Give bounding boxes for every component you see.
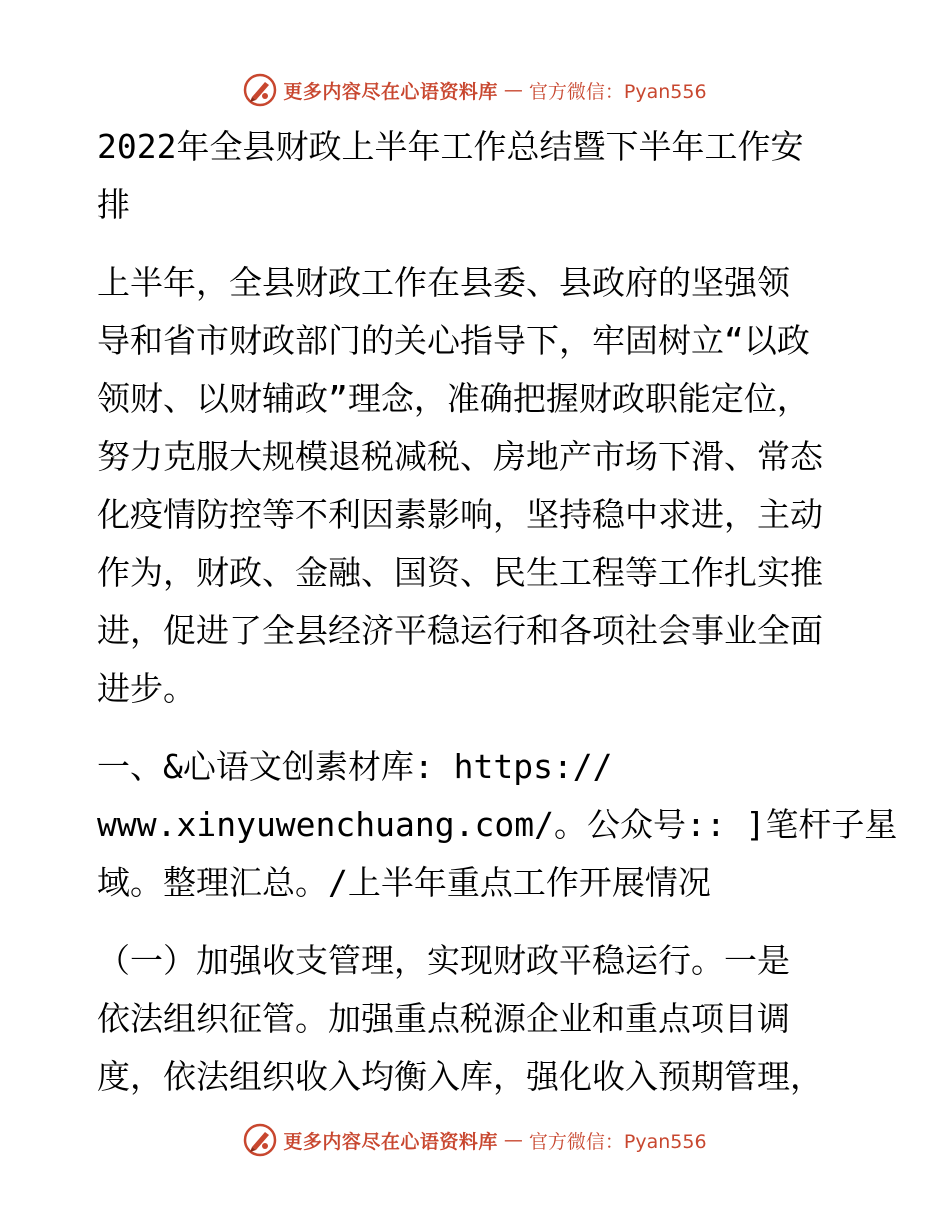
text-line: 上半年，全县财政工作在县委、县政府的坚强领 (97, 263, 790, 302)
document-body (97, 118, 898, 1106)
text-line: （一）加强收支管理，实现财政平稳运行。一是 (97, 941, 790, 980)
text-line: 努力克服大规模退税减税、房地产市场下滑、常态 (97, 437, 823, 476)
text-line: 进步。 (97, 669, 196, 708)
pen-nib-circle-icon (243, 1123, 277, 1157)
title-line: 排 (97, 185, 130, 224)
intro-paragraph (97, 254, 855, 718)
text-line: 导和省市财政部门的关心指导下，牢固树立“以政 (97, 321, 810, 360)
watermark-footer (0, 1120, 950, 1160)
text-line: 作为，财政、金融、国资、民生工程等工作扎实推 (97, 553, 823, 592)
text-line: 领财、以财辅政”理念，准确把握财政职能定位， (97, 379, 810, 418)
text-line: 依法组织征管。加强重点税源企业和重点项目调 (97, 999, 790, 1038)
pen-nib-circle-icon (243, 73, 277, 107)
watermark-text: 更多内容尽在心语资料库 (283, 80, 498, 103)
document-title (97, 118, 855, 234)
text-line: 一、&心语文创素材库: https:// (97, 747, 613, 786)
watermark-contact: 官方微信：Pyan556 (528, 1130, 707, 1153)
section-heading (97, 738, 898, 912)
text-line: 进，促进了全县经济平稳运行和各项社会事业全面 (97, 611, 823, 650)
watermark-text: 更多内容尽在心语资料库 (283, 1130, 498, 1153)
text-line: www.xinyuwenchuang.com/。公众号:: ]笔杆子星 (97, 805, 898, 844)
text-line: 化疫情防控等不利因素影响，坚持稳中求进，主动 (97, 495, 823, 534)
watermark-dash: — (503, 1129, 523, 1151)
paragraph-1 (97, 932, 855, 1106)
watermark-contact: 官方微信：Pyan556 (528, 80, 707, 103)
watermark-header (0, 70, 950, 110)
title-line: 2022年全县财政上半年工作总结暨下半年工作安 (97, 127, 804, 166)
text-line: 度，依法组织收入均衡入库，强化收入预期管理， (97, 1057, 823, 1096)
watermark-dash: — (503, 79, 523, 101)
text-line: 域。整理汇总。/上半年重点工作开展情况 (97, 863, 711, 902)
